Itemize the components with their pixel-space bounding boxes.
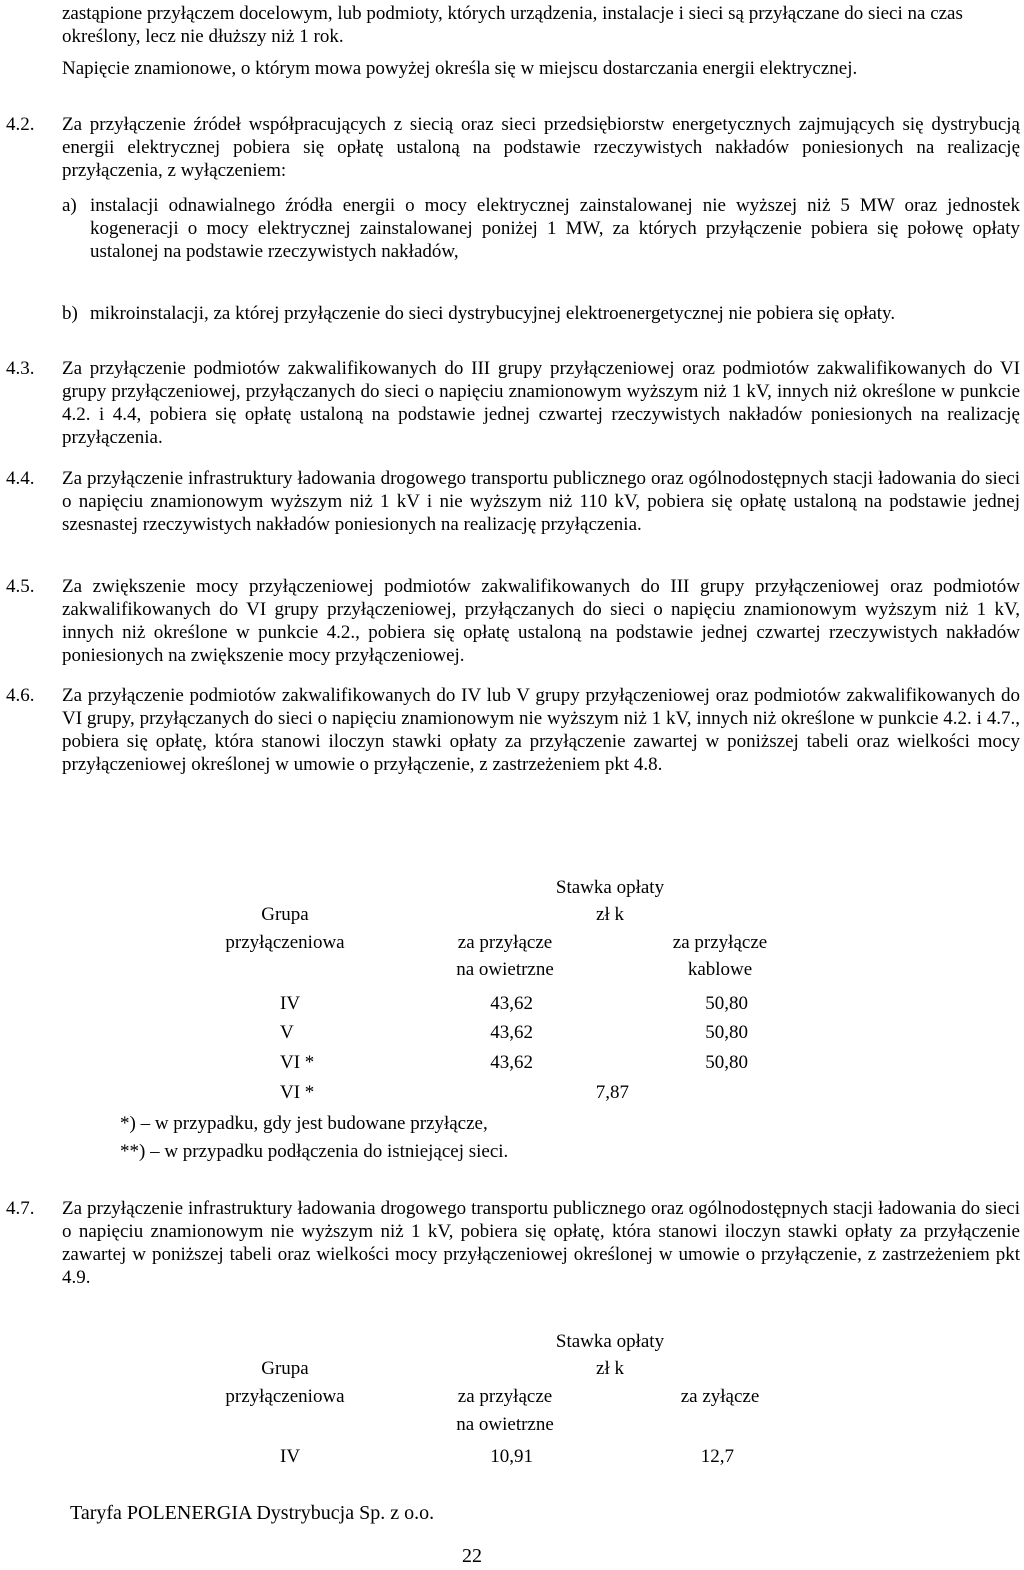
table1-row-2-cable: 50,80 bbox=[705, 1022, 748, 1043]
table1-row-4-value: 7,87 bbox=[595, 1082, 629, 1103]
section-number-4-5: 4.5. bbox=[6, 576, 35, 597]
table1-header-unit: zł k bbox=[596, 904, 624, 925]
table2-row-1-group: IV bbox=[280, 1446, 301, 1467]
table1-header-overhead-2: na owietrzne bbox=[456, 959, 554, 980]
table1-row-2-overhead: 43,62 bbox=[490, 1022, 533, 1043]
section-number-4-7: 4.7. bbox=[6, 1198, 35, 1219]
section-4-7-text: Za przyłączenie infrastruktury ładowania drogowego transportu publicznego oraz ogólnodostępnych stacji ładowania do sieci o napięciu znamionowym nie wyższym niż 1 kV, pobiera się opłatę, która stanowi iloczyn stawki opłaty za przyłączenie zawartej w poniższej tabeli oraz wielkości mocy przyłączeniowej określonej w umowie o przyłączenie, z zastrzeżeniem pkt 4.9. bbox=[62, 1198, 1020, 1288]
table1-row-1-cable: 50,80 bbox=[705, 993, 748, 1014]
table1-header-rate: Stawka opłaty bbox=[555, 877, 665, 898]
table1-header-group-2: przyłączeniowa bbox=[225, 932, 345, 953]
page-number: 22 bbox=[462, 1545, 482, 1567]
table1-row-1-overhead: 43,62 bbox=[490, 993, 533, 1014]
intro-paragraph-2: Napięcie znamionowe, o którym mowa powyżej określa się w miejscu dostarczania energii elektrycznej. bbox=[62, 58, 858, 79]
list-item-b: mikroinstalacji, za której przyłączenie do sieci dystrybucyjnej elektroenergetycznej nie pobiera się opłaty. bbox=[90, 303, 896, 324]
table2-header-cable-1: za zyłącze bbox=[680, 1386, 760, 1407]
footer-company: Taryfa POLENERGIA Dystrybucja Sp. z o.o. bbox=[70, 1502, 435, 1524]
list-label-b: b) bbox=[62, 303, 78, 324]
table1-header-group-1: Grupa bbox=[261, 904, 309, 925]
section-4-3-text: Za przyłączenie podmiotów zakwalifikowanych do III grupy przyłączeniowej oraz podmiotów zakwalifikowanych do VI grupy przyłączeniowej, przyłączanych do sieci o napięciu znamionowym wyższym niż 1 kV, innych niż określone w punkcie 4.2. i 4.4, pobiera się opłatę ustaloną na podstawie jednej czwartej rzeczywistych nakładów poniesionych na realizację przyłączenia. bbox=[62, 358, 1020, 448]
table2-header-rate: Stawka opłaty bbox=[555, 1331, 665, 1352]
section-number-4-6: 4.6. bbox=[6, 685, 35, 706]
table1-header-cable-2: kablowe bbox=[687, 959, 753, 980]
table2-header-overhead-2: na owietrzne bbox=[456, 1414, 554, 1435]
table1-header-overhead-1: za przyłącze bbox=[457, 932, 553, 953]
section-4-2-text: Za przyłączenie źródeł współpracujących z siecią oraz sieci przedsiębiorstw energetycznych zajmujących się dystrybucją energii elektrycznej pobiera się opłatę ustaloną na podstawie rzeczywistych nakładów poniesionych na realizację przyłączenia, z wyłączeniem: bbox=[62, 114, 1020, 181]
table1-header-cable-1: za przyłącze bbox=[672, 932, 768, 953]
table1-row-3-group: VI * bbox=[280, 1052, 315, 1073]
table2-header-overhead-1: za przyłącze bbox=[457, 1386, 553, 1407]
table1-row-3-cable: 50,80 bbox=[705, 1052, 748, 1073]
section-4-6-text: Za przyłączenie podmiotów zakwalifikowanych do IV lub V grupy przyłączeniowej oraz podmiotów zakwalifikowanych do VI grupy, przyłączanych do sieci o napięciu znamionowym nie wyższym niż 1 kV, innych niż określone w punkcie 4.2. i 4.7., pobiera się opłatę, która stanowi iloczyn stawki opłaty za przyłączenie zawartej w poniższej tabeli oraz wielkości mocy przyłączeniowej określonej w umowie o przyłączenie, z zastrzeżeniem pkt 4.8. bbox=[62, 685, 1020, 775]
table1-row-2-group: V bbox=[280, 1022, 294, 1043]
table1-row-3-overhead: 43,62 bbox=[490, 1052, 533, 1073]
section-4-4-text: Za przyłączenie infrastruktury ładowania drogowego transportu publicznego oraz ogólnodostępnych stacji ładowania do sieci o napięciu znamionowym wyższym niż 1 kV i nie wyższym niż 110 kV, pobiera się opłatę ustaloną na podstawie jednej szesnastej rzeczywistych nakładów poniesionych na realizację przyłączenia. bbox=[62, 468, 1020, 535]
section-number-4-4: 4.4. bbox=[6, 468, 35, 489]
section-number-4-3: 4.3. bbox=[6, 358, 35, 379]
table1-footnote-2: **) – w przypadku podłączenia do istniejącej sieci. bbox=[120, 1141, 509, 1162]
table2-header-group-2: przyłączeniowa bbox=[225, 1386, 345, 1407]
list-label-a: a) bbox=[62, 195, 77, 216]
section-4-5-text: Za zwiększenie mocy przyłączeniowej podmiotów zakwalifikowanych do III grupy przyłączeniowej oraz podmiotów zakwalifikowanych do VI grupy przyłączeniowej, przyłączanych do sieci o napięciu znamionowym wyższym niż 1 kV, innych niż określone w punkcie 4.2., pobiera się opłatę ustaloną na podstawie jednej czwartej rzeczywistych nakładów poniesionych na zwiększenie mocy przyłączeniowej. bbox=[62, 576, 1020, 666]
table1-footnote-1: *) – w przypadku, gdy jest budowane przyłącze, bbox=[120, 1113, 488, 1134]
list-item-a: instalacji odnawialnego źródła energii o mocy elektrycznej zainstalowanej nie wyższej niż 5 MW oraz jednostek kogeneracji o mocy elektrycznej zainstalowanej poniżej 1 MW, za których przyłączenie pobiera się połowę opłaty ustalonej na podstawie rzeczywistych nakładów, bbox=[90, 195, 1020, 262]
table2-row-1-overhead: 10,91 bbox=[490, 1446, 533, 1467]
table2-row-1-cable: 12,7 bbox=[700, 1446, 734, 1467]
section-number-4-2: 4.2. bbox=[6, 114, 35, 135]
table1-row-1-group: IV bbox=[280, 993, 301, 1014]
intro-paragraph-1: zastąpione przyłączem docelowym, lub podmioty, których urządzenia, instalacje i sieci są przyłączane do sieci na czas określony, lecz nie dłuższy niż 1 rok. bbox=[62, 3, 963, 47]
table1-row-4-group: VI * bbox=[280, 1082, 315, 1103]
table2-header-group-1: Grupa bbox=[261, 1358, 309, 1379]
table2-header-unit: zł k bbox=[596, 1358, 624, 1379]
